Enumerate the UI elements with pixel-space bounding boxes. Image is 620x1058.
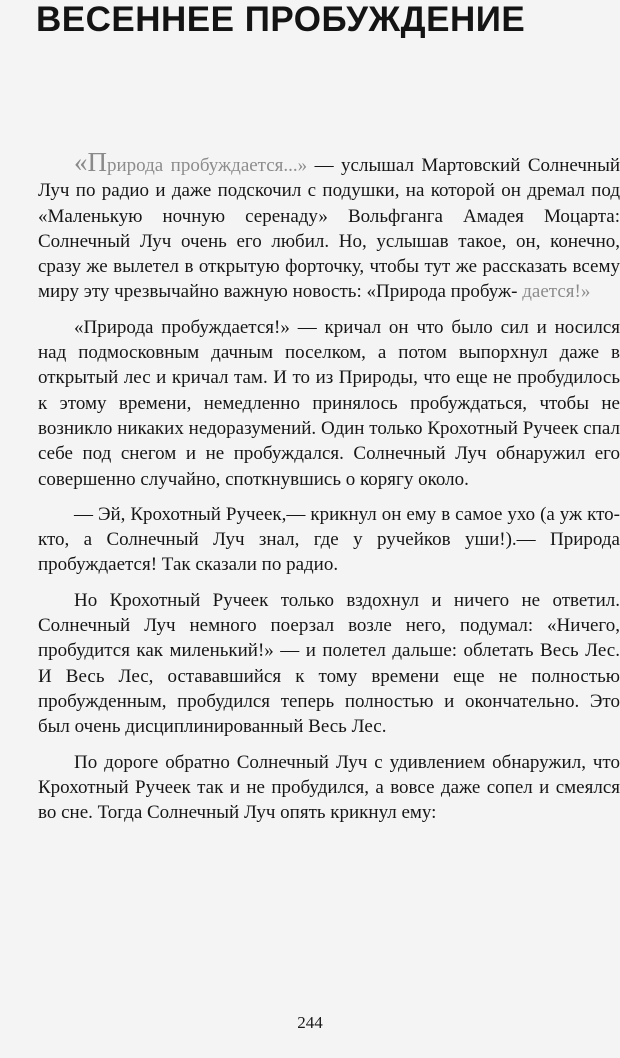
paragraph-3: — Эй, Крохотный Ручеек,— крикнул он ему в самое ухо (а уж кто-кто, а Солнечный Луч знал, где у ручейков уши!).— Природа пробуждается! Так сказали по радио. — [38, 503, 620, 576]
paragraph-5: По дороге обратно Солнечный Луч с удивлением обнаружил, что Крохотный Ручеек так и не пробудился, а вовсе даже сопел и смеялся во сне. Тогда Солнечный Луч опять крикнул ему: — [38, 751, 620, 824]
faded-text: дается!» — [522, 281, 591, 303]
faded-text: рирода пробуждается...» — [107, 155, 308, 176]
paragraph-4: Но Крохотный Ручеек только вздохнул и ничего не ответил. Солнечный Луч немного поерзал возле него, подумал: «Ничего, пробудится как миленький!» — и полетел дальше: облетать Весь Лес. И Весь Лес, остававшийся к тому времени еще не полностью пробужденным, пробудился теперь полностью и окончательно. Это был очень дисциплинированный Весь Лес. — [38, 589, 620, 738]
paragraph-2: «Природа пробуждается!» — кричал он что было сил и носился над подмосковным дачным поселком, а потом выпорхнул даже в открытый лес и кричал там. И то из Природы, что еще не пробудилось к этому времени, немедленно принялось пробуждаться, чтобы не возникло никаких недоразумений. Один только Крохотный Ручеек спал себе под снегом и не пробуждался. Солнечный Луч обнаружил его совершенно случайно, споткнувшись о корягу около. — [38, 316, 620, 490]
paragraph-1 — [38, 147, 620, 305]
body-text — [38, 147, 620, 835]
drop-cap: «П — [74, 147, 107, 177]
chapter-title: ВЕСЕННЕЕ ПРОБУЖДЕНИЕ — [36, 0, 526, 39]
paragraph-text: — услышал Мартовский Солнечный Луч по радио и даже подскочил с подушки, на которой он дремал под «Маленькую ночную серенаду» Вольфганга Амадея Моцарта: Солнечный Луч очень его любил. Но, услышав такое, он, конечно, сразу же вылетел в открытую форточку, чтобы тут же рассказать всему миру эту чрезвычайно важную новость: «Природа пробуж- — [38, 155, 620, 303]
page-number: 244 — [297, 1013, 323, 1032]
